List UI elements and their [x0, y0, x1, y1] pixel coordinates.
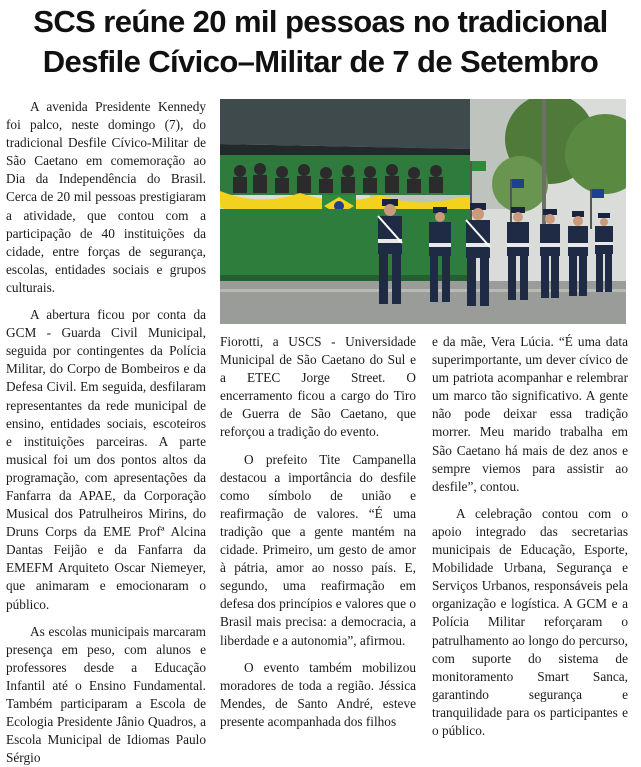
article-column-2: [220, 333, 416, 731]
article-column-1: [6, 98, 206, 767]
paragraph: O prefeito Tite Campanella destacou a importância do desfile como símbolo de união e reafirmação de valores. “É uma tradição que a gente mantém na cidade. Primeiro, um gesto de amor à pátria, amor ao nosso país. E, segundo, uma reafirmação em defesa dos princípios e valores que o Brasil mais precisa: a democracia, a liberdade e a autonomia”, afirmou.: [220, 451, 416, 648]
paragraph: A avenida Presidente Kennedy foi palco, neste domingo (7), do tradicional Desfile Cívico-Militar de São Caetano em comemoração ao Dia da Independência do Brasil. Cerca de 20 mil pessoas prestigiaram a atividade, que contou com a participação de 40 instituições da cidade, entre forças de segurança, escolas, entidades sociais e grupos culturais.: [6, 99, 206, 295]
headline-line-1: SCS reúne 20 mil pessoas no tradicional: [33, 4, 608, 39]
paragraph: A celebração contou com o apoio integrado das secretarias municipais de Educação, Esporte, Mobilidade Urbana, Segurança e Serviços Urbanos, responsáveis pela organização e logística. A GCM e a Polícia Militar reforçaram o patrulhamento ao longo do percurso, com suporte do sistema de monitoramento Smart Sanca, garantindo segurança e tranquilidade para os participantes e o público.: [432, 505, 628, 738]
headline: [0, 2, 641, 82]
article-column-3: [432, 333, 628, 740]
paragraph: As escolas municipais marcaram presença em peso, com alunos e professores desde a Educação Infantil até o Ensino Fundamental. Também participaram a Escola de Ecologia Presidente Jânio Quadros, a Escola Municipal de Idiomas Paulo Sérgio: [6, 623, 206, 766]
paragraph: O evento também mobilizou moradores de toda a região. Jéssica Mendes, de Santo André, esteve presente acompanhada dos filhos: [220, 659, 416, 729]
parade-photo: [220, 99, 626, 324]
headline-line-2: Desfile Cívico–Militar de 7 de Setembro: [42, 44, 599, 79]
paragraph: Fiorotti, a USCS - Universidade Municipal de São Caetano do Sul e a ETEC Jorge Street. O encerramento ficou a cargo do Tiro de Guerra de São Caetano, que reforçou a tradição do evento.: [220, 334, 416, 440]
paragraph: A abertura ficou por conta da GCM - Guarda Civil Municipal, seguida por contingentes da Polícia Militar, do Corpo de Bombeiros e da Defesa Civil. Em seguida, desfilaram representantes da rede municipal de ensino, entidades sociais, escoteiros e instituições parceiras. A parte musical foi um dos pontos altos da programação, com apresentações da Fanfarra da APAE, da Corporação Musical dos Patrulheiros Mirins, do Druns Corps da EME Profª Alcina Dantas Feijão e da Fanfarra da EMEFM Arquiteto Oscar Niemeyer, que animaram e emocionaram o público.: [6, 307, 206, 612]
paragraph: e da mãe, Vera Lúcia. “É uma data superimportante, um dever cívico de um patriota acompanhar e relembrar um marco tão significativo. A gente não pode deixar essa tradição morrer. Meu marido trabalha em São Caetano há mais de dez anos e sempre viemos para assistir ao desfile”, contou.: [432, 334, 628, 494]
